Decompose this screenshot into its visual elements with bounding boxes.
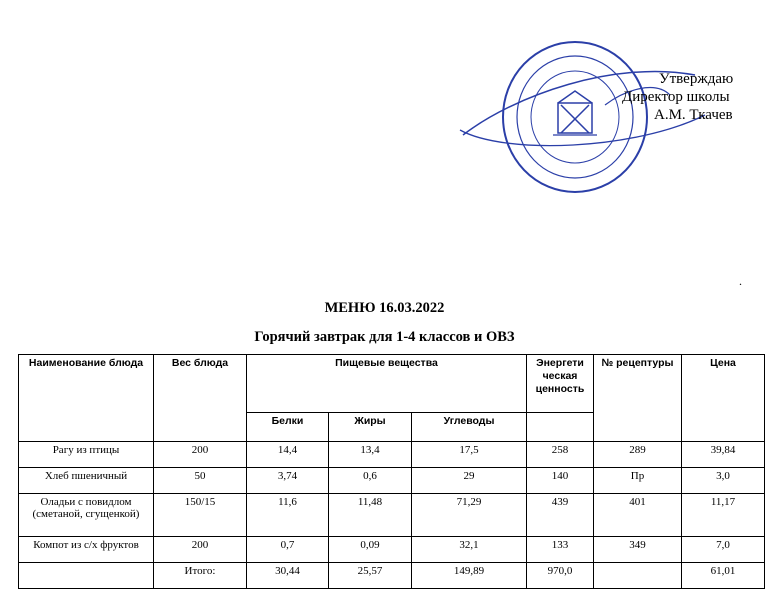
cell-energy: 140 xyxy=(527,468,594,494)
header-energy-blank xyxy=(527,413,594,442)
header-nutrients: Пищевые вещества xyxy=(247,355,527,413)
cell-total-recipe-blank xyxy=(594,563,682,589)
cell-price: 11,17 xyxy=(682,494,765,537)
header-price: Цена xyxy=(682,355,765,442)
cell-total-blank xyxy=(19,563,154,589)
cell-proteins: 3,74 xyxy=(247,468,329,494)
table-row xyxy=(19,468,765,494)
cell-fats: 13,4 xyxy=(329,442,412,468)
menu-subtitle: Горячий завтрак для 1-4 классов и ОВЗ xyxy=(254,329,515,345)
cell-carbs: 32,1 xyxy=(412,537,527,563)
cell-weight: 150/15 xyxy=(154,494,247,537)
cell-price: 39,84 xyxy=(682,442,765,468)
cell-carbs: 29 xyxy=(412,468,527,494)
header-weight: Вес блюда xyxy=(154,355,247,442)
table-header-row xyxy=(19,355,765,413)
cell-recipe: 401 xyxy=(594,494,682,537)
cell-total-energy: 970,0 xyxy=(527,563,594,589)
cell-recipe: Пр xyxy=(594,468,682,494)
cell-name: Компот из с/х фруктов xyxy=(19,537,154,563)
header-fats: Жиры xyxy=(329,413,412,442)
cell-name: Рагу из птицы xyxy=(19,442,154,468)
cell-recipe: 289 xyxy=(594,442,682,468)
cell-carbs: 17,5 xyxy=(412,442,527,468)
table-total-row xyxy=(19,563,765,589)
cell-total-price: 61,01 xyxy=(682,563,765,589)
header-proteins: Белки xyxy=(247,413,329,442)
cell-weight: 50 xyxy=(154,468,247,494)
cell-energy: 133 xyxy=(527,537,594,563)
cell-proteins: 14,4 xyxy=(247,442,329,468)
cell-price: 3,0 xyxy=(682,468,765,494)
cell-carbs: 71,29 xyxy=(412,494,527,537)
cell-energy: 258 xyxy=(527,442,594,468)
cell-fats: 0,6 xyxy=(329,468,412,494)
approval-line-1: Утверждаю xyxy=(659,71,734,87)
cell-fats: 11,48 xyxy=(329,494,412,537)
cell-total-fats: 25,57 xyxy=(329,563,412,589)
approval-line-3: А.М. Ткачев xyxy=(654,107,733,123)
cell-proteins: 11,6 xyxy=(247,494,329,537)
table-row xyxy=(19,537,765,563)
cell-proteins: 0,7 xyxy=(247,537,329,563)
cell-recipe: 349 xyxy=(594,537,682,563)
cell-name: Хлеб пшеничный xyxy=(19,468,154,494)
approval-line-2: Директор школы xyxy=(622,89,730,105)
table-row xyxy=(19,442,765,468)
cell-weight: 200 xyxy=(154,537,247,563)
header-energy: Энергети ческая ценность xyxy=(527,355,594,413)
stray-mark: . xyxy=(739,274,742,288)
cell-total-carbs: 149,89 xyxy=(412,563,527,589)
cell-total-proteins: 30,44 xyxy=(247,563,329,589)
header-name: Наименование блюда xyxy=(19,355,154,442)
cell-total-label: Итого: xyxy=(154,563,247,589)
cell-name: Оладьи с повидлом (сметаной, сгущенкой) xyxy=(19,494,154,537)
menu-title: МЕНЮ 16.03.2022 xyxy=(324,300,445,316)
cell-energy: 439 xyxy=(527,494,594,537)
menu-table xyxy=(18,354,765,589)
cell-fats: 0,09 xyxy=(329,537,412,563)
approval-block xyxy=(615,70,733,124)
cell-price: 7,0 xyxy=(682,537,765,563)
table-row xyxy=(19,494,765,537)
header-carbs: Углеводы xyxy=(412,413,527,442)
cell-weight: 200 xyxy=(154,442,247,468)
header-recipe: № рецептуры xyxy=(594,355,682,442)
